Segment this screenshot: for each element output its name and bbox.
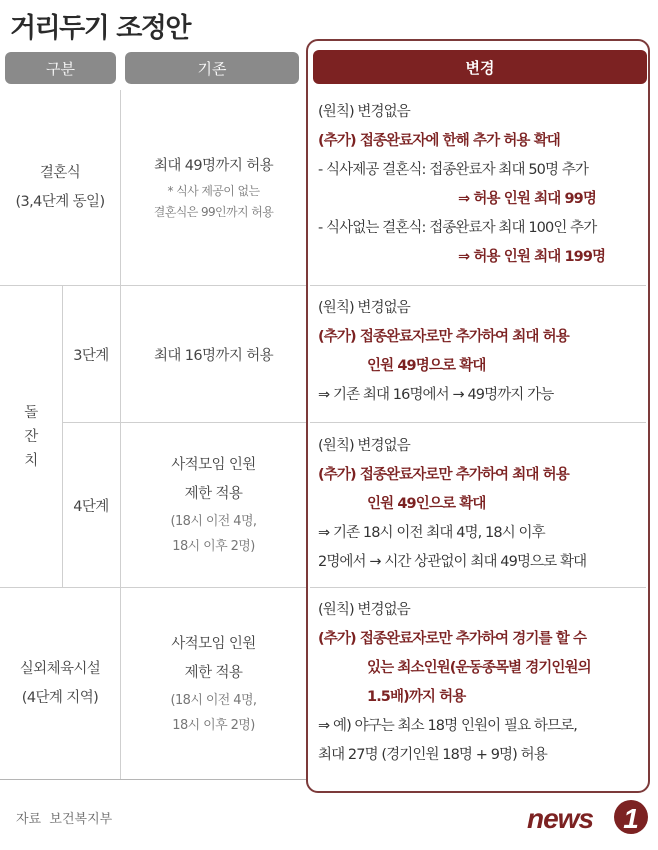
dol-stage3-label: 3단계 [73, 347, 109, 364]
category-wedding [0, 90, 120, 285]
existing-wedding-main: 최대 49명까지 허용 [153, 158, 274, 174]
change-wedding-principle: (원칙) 변경없음 [318, 104, 410, 120]
change-dol4-principle: (원칙) 변경없음 [318, 438, 410, 454]
logo-digit: 1 [623, 803, 639, 834]
change-dol4-addition: (추가) 접종완료자로만 추가하여 최대 허용 [318, 467, 569, 483]
existing-sports [121, 588, 306, 779]
existing-wedding-note-2: 결혼식은 99인까지 허용 [153, 205, 274, 219]
existing-sports-note-1: (18시 이전 4명, [170, 692, 257, 708]
category-sports-note: (4단계 지역) [21, 689, 99, 706]
logo-text: news [527, 803, 594, 834]
change-dol4-result-1: ⇒ 기존 18시 이전 최대 4명, 18시 이후 [318, 525, 545, 541]
table-bottom-line [0, 779, 306, 780]
change-dol-stage4 [318, 432, 646, 577]
change-dol3-addition-cont: 인원 49명으로 확대 [367, 358, 486, 374]
change-sports-principle: (원칙) 변경없음 [318, 602, 410, 618]
source-name: 보건복지부 [49, 812, 113, 827]
header-change: 변경 [313, 50, 647, 84]
category-sports [0, 588, 120, 779]
change-dol3-result: ⇒ 기존 최대 16명에서 → 49명까지 가능 [318, 387, 554, 403]
change-wedding [318, 98, 646, 272]
row-divider-wedding-change [310, 285, 646, 286]
existing-sports-main-1: 사적모임 인원 [171, 635, 256, 652]
change-sports [318, 596, 646, 770]
row-divider-dol-stage-change [310, 422, 646, 423]
change-dol3-principle: (원칙) 변경없음 [318, 300, 410, 316]
change-wedding-addition: (추가) 접종완료자에 한해 추가 허용 확대 [318, 133, 560, 149]
existing-wedding-note-1: * 식사 제공이 없는 [167, 184, 260, 198]
page-title: 거리두기 조정안 [10, 13, 190, 44]
change-wedding-meal: - 식사제공 결혼식: 접종완료자 최대 50명 추가 [318, 162, 589, 178]
change-dol-stage3 [318, 294, 646, 410]
category-dol-char-2: 잔 [24, 428, 38, 445]
category-dol [0, 286, 62, 587]
dol-stage4-label: 4단계 [73, 498, 109, 515]
existing-sports-note-2: 18시 이후 2명) [172, 717, 255, 733]
header-category: 구분 [5, 52, 116, 84]
change-sports-example-result: 최대 27명 (경기인원 18명 + 9명) 허용 [318, 747, 547, 763]
existing-dol4-note-2: 18시 이후 2명) [172, 539, 255, 554]
category-sports-title: 실외체육시설 [19, 660, 101, 677]
change-sports-example: ⇒ 예) 야구는 최소 18명 인원이 필요 하므로, [318, 718, 577, 734]
existing-dol4-main-2: 제한 적용 [184, 486, 243, 502]
existing-sports-main-2: 제한 적용 [184, 664, 243, 681]
existing-dol4-main-1: 사적모임 인원 [171, 457, 256, 473]
category-dol-char-3: 치 [24, 452, 38, 469]
change-dol3-addition: (추가) 접종완료자로만 추가하여 최대 허용 [318, 329, 569, 345]
news1-logo [527, 797, 649, 837]
source-note [16, 808, 112, 827]
existing-dol4-note-1: (18시 이전 4명, [170, 514, 257, 529]
category-wedding-note: (3,4단계 동일) [15, 193, 105, 210]
change-dol4-result-2: 2명에서 → 시간 상관없이 최대 49명으로 확대 [318, 554, 587, 570]
category-wedding-title: 결혼식 [39, 164, 81, 181]
source-label: 자료 [16, 812, 42, 827]
header-existing: 기존 [125, 52, 299, 84]
change-wedding-meal-result: ⇒ 허용 인원 최대 99명 [458, 191, 596, 207]
row-divider-dol-change [310, 587, 646, 588]
existing-dol-stage3: 최대 16명까지 허용 [153, 347, 274, 364]
change-dol4-addition-cont: 인원 49인으로 확대 [367, 496, 486, 512]
existing-dol-stage4 [121, 423, 306, 587]
change-wedding-nomeal-result: ⇒ 허용 인원 최대 199명 [458, 249, 606, 265]
category-dol-char-1: 돌 [24, 404, 38, 421]
change-sports-addition-cont-2: 1.5배)까지 허용 [367, 689, 466, 705]
existing-wedding [121, 90, 306, 285]
change-sports-addition-cont-1: 있는 최소인원(운동종목별 경기인원의 [367, 660, 591, 676]
change-wedding-nomeal: - 식사없는 결혼식: 접종완료자 최대 100인 추가 [318, 220, 597, 236]
change-sports-addition: (추가) 접종완료자로만 추가하여 경기를 할 수 [318, 631, 587, 647]
